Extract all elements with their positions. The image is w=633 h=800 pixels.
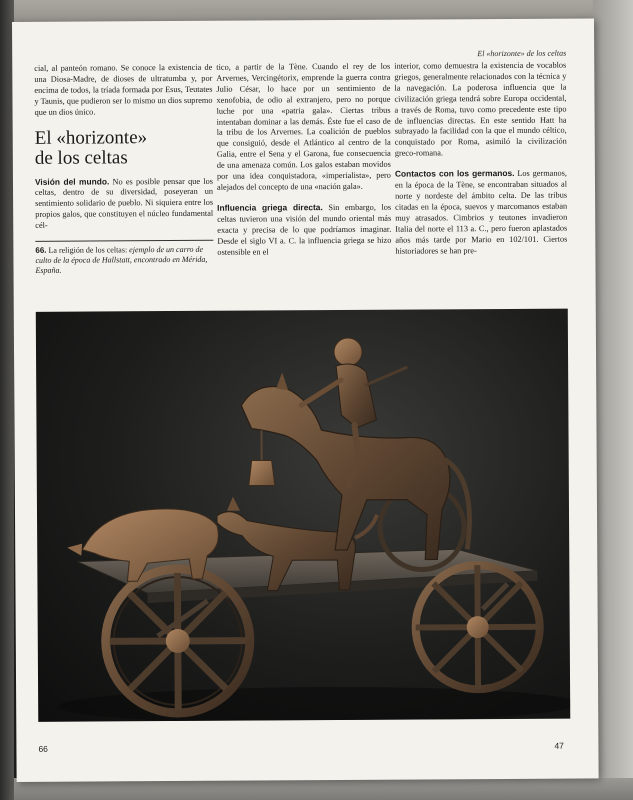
run-in-heading: Influencia griega directa.: [217, 201, 323, 213]
wheel-left: [105, 569, 250, 714]
boar-figure: [67, 509, 219, 582]
text-column-2: [216, 62, 391, 258]
run-in-heading: Contactos con los germanos.: [394, 168, 515, 179]
background-right: [593, 0, 633, 800]
paragraph: [217, 202, 391, 259]
paragraph: [35, 175, 213, 232]
paragraph-text: Los germanos, en la época de la Tène, se encontraban situados al norte y nordeste del ámbito celta. De las tribus citadas en la época, suevos y marcomanos estaban muy atrasados. Cimbrios y teutones invadieron Italia del norte el 113 a. C., pero fueron aplastados años más tarde por Mario en 102/101. Ciertos historiadores se han pre-: [394, 168, 568, 256]
paragraph: [395, 168, 568, 257]
text-column-1: [34, 63, 213, 277]
page-number-right: 47: [554, 740, 564, 751]
paragraph: tico, a partir de la Tène. Cuando el rey de los Arvernes, Vercingétorix, emprende la guerra contra Julio César, lo hace por un sentimiento de xenofobia, de odio al extranjero, pero no porque luche por una «patria gala». Ciertas tribus intentaban dominar a las demás. Éste fue el caso de la tribu de los Arvernes. La coalición de pueblos que consiguió, desde el Atlántico al centro de la Galia, entre el Sena y el Garona, fue consecuencia de una amenaza común. Los galos estaban movidos por una idea conquistadora, «imperialista», pero alejados del concepto de una «nación gala».: [216, 61, 391, 192]
figure-caption: [35, 240, 213, 277]
run-in-heading: Visión del mundo.: [34, 175, 110, 187]
caption-italic-text: ejemplo de un carro de culto de la época de Hallstatt, encontrado en Mérida, España.: [35, 244, 208, 276]
running-head: El «horizonte» de los celtas: [477, 48, 567, 59]
paragraph-text: No es posible pensar que los celtas, dentro de su diversidad, poseyeran un sentimiento solidario de pueblo. Ni siquiera entre los propios galos, que constituyen el núcleo fundamental cél-: [35, 176, 214, 231]
text-column-3: [394, 61, 567, 257]
paragraph-text: Sin embargo, los celtas tuvieron una visión del mundo oriental más exacta y precisa de lo que podríamos imaginar. Desde el siglo VI a. C. la influencia griega se hizo ostensible en el: [217, 202, 392, 257]
book-page: [12, 18, 599, 782]
bell-figure: [249, 430, 275, 485]
section-title-line-1: El «horizonte»: [34, 126, 148, 149]
cult-wagon-illustration: [36, 309, 570, 722]
paragraph: interior, como demuestra la existencia de vocablos griegos, generalmente relacionados con la técnica y la navegación. La poderosa influencia que la civilización griega tendrá sobre Europa occidental, a través de Roma, tuvo como precedente este tipo de influencias directas. En este sentido Hatt ha subrayado la facilidad con la que el mundo céltico, conquistado por Roma, asimiló la civilización greco-romana.: [394, 60, 567, 158]
section-title: [35, 127, 213, 168]
paragraph: cial, al panteón romano. Se conoce la existencia de una Diosa-Madre, de dioses de ultratumba y, por encima de todos, la tríada formada por Esus, Teutates y Taunis, que pudieron ser lo mismo un dios supremo que un dios único.: [34, 62, 213, 117]
caption-number: 66.: [35, 245, 47, 255]
caption-text: La religión de los celtas:: [46, 245, 130, 255]
cult-wagon-photo: [36, 309, 570, 722]
section-title-line-2: de los celtas: [34, 146, 128, 169]
wheel-right: [415, 565, 540, 690]
page-number-left: 66: [38, 743, 48, 754]
